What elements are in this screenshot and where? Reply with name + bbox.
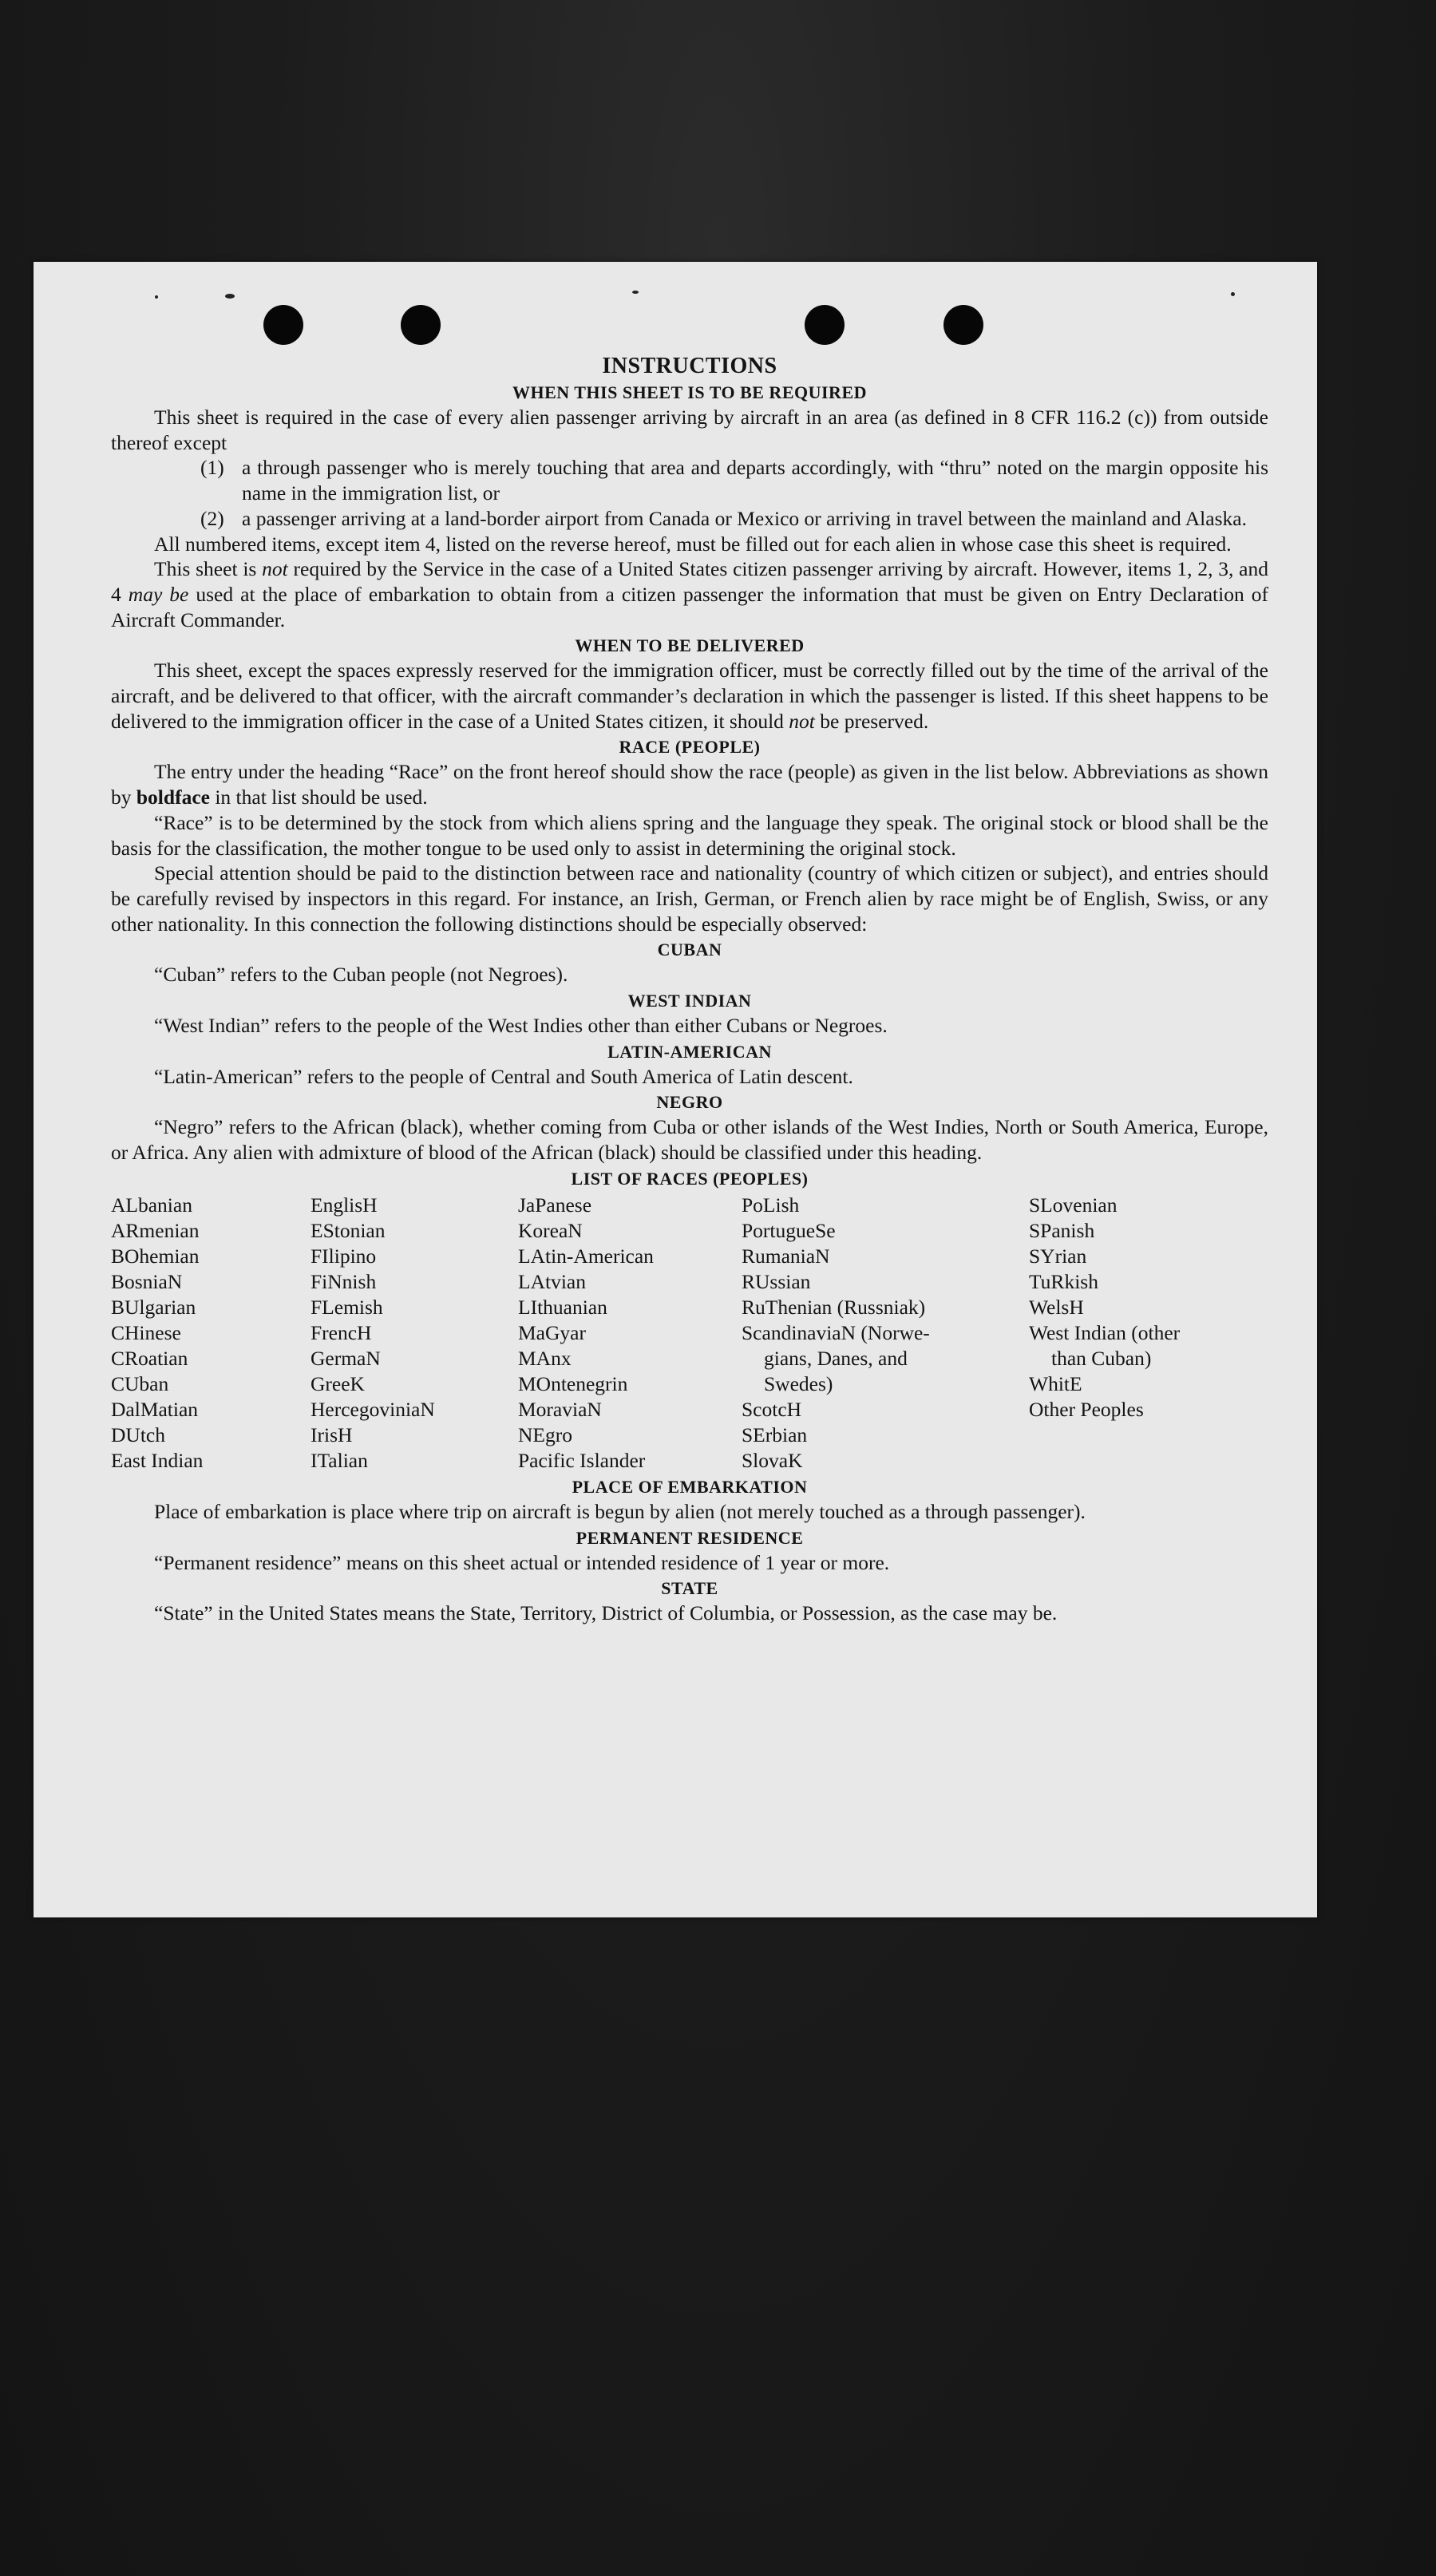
bold-text: boldface — [136, 785, 210, 809]
race-entry: PortugueSe — [742, 1218, 836, 1242]
text-run: be preserved. — [814, 709, 929, 733]
race-entry: BUlgarian — [111, 1295, 196, 1319]
italic-text: not — [262, 557, 288, 581]
race-entry: ITalian — [311, 1448, 368, 1472]
race-entry: ARmenian — [111, 1218, 200, 1242]
punch-hole — [805, 305, 845, 345]
race-entry: KoreaN — [518, 1218, 583, 1242]
paragraph: “State” in the United States means the State, Territory, District of Columbia, or Possession, as the case may be. — [154, 1601, 1058, 1625]
race-entry: BosniaN — [111, 1269, 183, 1293]
instructions-text — [111, 353, 1268, 1626]
race-entry: West Indian (other — [1029, 1320, 1181, 1344]
race-entry: RUssian — [742, 1269, 811, 1293]
race-entry: JaPanese — [518, 1193, 592, 1217]
punch-hole — [943, 305, 983, 345]
paragraph: “Race” is to be determined by the stock from which aliens spring and the language they speak. The original stock or blood shall be the basis for the classification, the mother tongue to be used only to assist in determining the original stock. — [111, 810, 1268, 860]
paragraph: “Cuban” refers to the Cuban people (not Negroes). — [154, 963, 568, 987]
race-entry: DalMatian — [111, 1397, 199, 1421]
text-run: This sheet, except the spaces expressly reserved for the immigration officer, must be correctly filled out by the time of the arrival of the aircraft, and be delivered to that officer, with the aircraft commander’s declaration in which the passenger is listed. If this sheet happens to be delivered to the immigration officer in the case of a United States citizen, it should — [111, 659, 1268, 733]
punch-hole — [263, 305, 303, 345]
race-entry: EStonian — [311, 1218, 386, 1242]
paragraph: Special attention should be paid to the distinction between race and nationality (country of which citizen or subject), and entries should be carefully revised by inspectors in this regard. For instance, an Irish, German, or French alien by race might be of English, Swiss, or any other nationality. In this connection the following distinctions should be especially observed: — [111, 861, 1268, 936]
race-entry: SYrian — [1029, 1244, 1087, 1268]
race-entry: Swedes) — [764, 1371, 833, 1395]
race-entry: SErbian — [742, 1423, 808, 1446]
race-entry: FrencH — [311, 1320, 372, 1344]
instruction-sheet — [34, 262, 1317, 1917]
section-heading: PLACE OF EMBARKATION — [572, 1476, 808, 1497]
text-run: The entry under the heading “Race” on the front hereof should show the race (people) as given in the list below. Abbreviations as shown by — [111, 760, 1268, 809]
paragraph: Place of embarkation is place where trip on aircraft is begun by alien (not merely touched as a through passenger). — [154, 1499, 1086, 1523]
paragraph: This sheet is required in the case of every alien passenger arriving by aircraft in an area (as defined in 8 CFR 116.2 (c)) from outside thereof except — [111, 406, 1268, 454]
race-entry: FIlipino — [311, 1244, 377, 1268]
race-entry: RuThenian (Russniak) — [742, 1295, 926, 1319]
paragraph: All numbered items, except item 4, listed on the reverse hereof, must be filled out for each alien in whose case this sheet is required. — [154, 532, 1232, 556]
speck — [1231, 292, 1235, 296]
race-entry: MOntenegrin — [518, 1371, 628, 1395]
race-entry: Pacific Islander — [518, 1448, 646, 1472]
paragraph: “Negro” refers to the African (black), whether coming from Cuba or other islands of the West Indies, North or South America, Europe, or Africa. Any alien with admixture of blood of the African (black) should be classified under this heading. — [111, 1115, 1268, 1165]
section-heading: CUBAN — [657, 940, 722, 960]
race-entry: East Indian — [111, 1448, 204, 1472]
race-entry: RumaniaN — [742, 1244, 830, 1268]
list-item — [111, 506, 1268, 532]
race-entry: SlovaK — [742, 1448, 803, 1472]
section-heading: NEGRO — [656, 1092, 723, 1113]
race-entry: ScotcH — [742, 1397, 802, 1421]
race-entry: ALbanian — [111, 1193, 192, 1217]
race-entry: WhitE — [1029, 1371, 1082, 1395]
text-run: in that list should be used. — [209, 785, 428, 809]
section-heading: STATE — [661, 1578, 718, 1599]
paragraph: “Permanent residence” means on this sheet actual or intended residence of 1 year or more. — [154, 1550, 890, 1574]
item-number: (2) — [200, 506, 224, 530]
speck — [155, 295, 158, 299]
race-entry: SLovenian — [1029, 1193, 1118, 1217]
race-entry: FLemish — [311, 1295, 383, 1319]
race-entry: NEgro — [518, 1423, 572, 1446]
section-heading: WHEN TO BE DELIVERED — [575, 635, 805, 656]
page-title: INSTRUCTIONS — [602, 354, 777, 378]
races-column — [742, 1193, 1029, 1474]
race-entry: CRoatian — [111, 1346, 188, 1370]
section-heading: PERMANENT RESIDENCE — [576, 1527, 804, 1548]
race-entry: CHinese — [111, 1320, 181, 1344]
section-heading: WEST INDIAN — [627, 991, 752, 1011]
race-entry: FiNnish — [311, 1269, 377, 1293]
list-item — [111, 455, 1268, 505]
section-heading: WHEN THIS SHEET IS TO BE REQUIRED — [512, 382, 868, 402]
races-column — [1029, 1193, 1268, 1474]
item-number: (1) — [200, 456, 224, 480]
race-entry: CUban — [111, 1371, 169, 1395]
race-entry: GermaN — [311, 1346, 381, 1370]
races-list — [111, 1193, 1268, 1474]
race-entry: MoraviaN — [518, 1397, 602, 1421]
section-heading: LATIN-AMERICAN — [607, 1041, 772, 1062]
race-entry: MAnx — [518, 1346, 572, 1370]
section-heading: RACE (PEOPLE) — [619, 737, 761, 758]
paragraph: “Latin-American” refers to the people of Central and South America of Latin descent. — [154, 1064, 853, 1088]
races-column — [518, 1193, 742, 1474]
speck — [225, 294, 235, 299]
text-run: required by the Service in the case of a United States citizen passenger arriving by aircraft. However, items 1, 2, 3, and 4 — [111, 557, 1268, 606]
race-entry: GreeK — [311, 1371, 365, 1395]
race-entry: LAtin-American — [518, 1244, 654, 1268]
italic-text: not — [789, 709, 815, 733]
section-heading: LIST OF RACES (PEOPLES) — [571, 1168, 809, 1189]
race-entry: LIthuanian — [518, 1295, 607, 1319]
race-entry: EnglisH — [311, 1193, 378, 1217]
race-entry: SPanish — [1029, 1218, 1095, 1242]
speck — [632, 291, 639, 294]
item-text: a passenger arriving at a land-border airport from Canada or Mexico or arriving in travel between the mainland and Alaska. — [242, 506, 1247, 530]
race-entry: ScandinaviaN (Norwe- — [742, 1320, 930, 1344]
race-entry: than Cuban) — [1051, 1346, 1152, 1370]
race-entry: BOhemian — [111, 1244, 200, 1268]
punch-hole — [401, 305, 441, 345]
race-entry: DUtch — [111, 1423, 165, 1446]
race-entry: LAtvian — [518, 1269, 586, 1293]
text-run: This sheet is — [154, 557, 263, 581]
race-entry: gians, Danes, and — [764, 1346, 908, 1370]
races-column — [311, 1193, 518, 1474]
race-entry: Other Peoples — [1029, 1397, 1144, 1421]
races-column — [111, 1193, 311, 1474]
race-entry: MaGyar — [518, 1320, 586, 1344]
race-entry: TuRkish — [1029, 1269, 1098, 1293]
paragraph — [111, 759, 1268, 809]
race-entry: PoLish — [742, 1193, 800, 1217]
race-entry: HercegoviniaN — [311, 1397, 435, 1421]
italic-text: may be — [128, 582, 189, 606]
text-run: used at the place of embarkation to obtain from a citizen passenger the information that must be given on Entry Declaration of Aircraft Commander. — [111, 582, 1268, 631]
item-text: a through passenger who is merely touching that area and departs accordingly, with “thru” noted on the margin opposite his name in the immigration list, or — [242, 456, 1268, 505]
paragraph — [111, 556, 1268, 632]
race-entry: IrisH — [311, 1423, 353, 1446]
paragraph: “West Indian” refers to the people of the West Indies other than either Cubans or Negroes. — [154, 1014, 888, 1038]
paragraph — [111, 658, 1268, 734]
race-entry: WelsH — [1029, 1295, 1084, 1319]
